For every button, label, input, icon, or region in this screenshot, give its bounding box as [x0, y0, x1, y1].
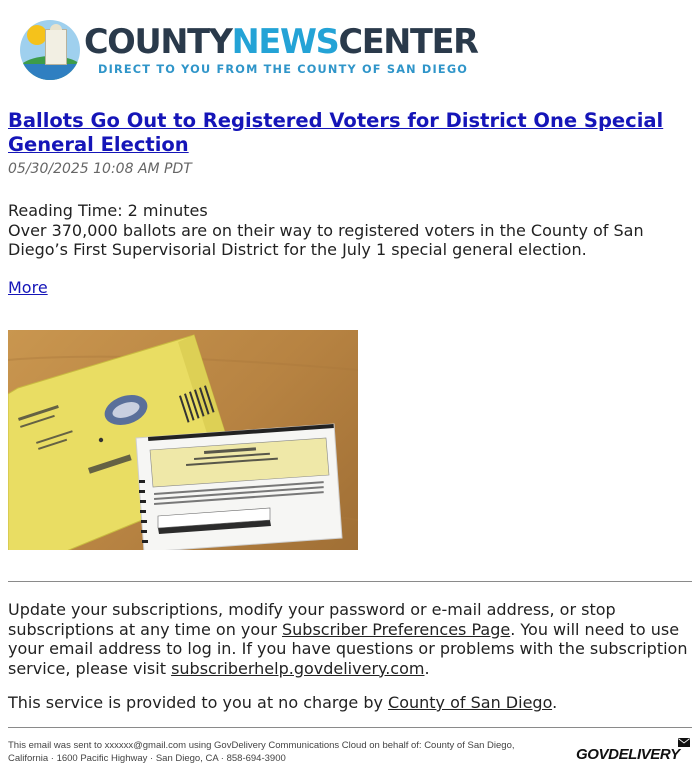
article-headline-link[interactable]: Ballots Go Out to Registered Voters for District One Special General Election	[8, 109, 664, 156]
county-of-san-diego-link[interactable]: County of San Diego	[388, 693, 553, 712]
article-body	[8, 201, 692, 260]
footer-divider-bottom	[8, 727, 692, 728]
article-summary: Over 370,000 ballots are on their way to registered voters in the County of San Diego’s First Supervisorial District for the July 1 special general election.	[8, 220, 644, 259]
envelope-icon	[678, 738, 690, 747]
ballot-image	[136, 424, 342, 550]
article-headline	[8, 109, 668, 156]
county-news-center-logo[interactable]	[20, 20, 480, 82]
article-dateline: 05/30/2025 10:08 AM PDT	[8, 161, 192, 177]
logo-title: COUNTYNEWSCENTER	[84, 22, 478, 61]
ballot-photo[interactable]	[8, 330, 358, 550]
logo-subtitle: DIRECT TO YOU FROM THE COUNTY OF SAN DIEGO	[98, 63, 469, 76]
govdelivery-logo[interactable]: GOVDELIVERY	[576, 738, 692, 768]
county-seal-icon	[20, 20, 80, 80]
subscription-notice: Update your subscriptions, modify your password or e-mail address, or stop subscriptions at any time on your Subscriber Preferences Page. You will need to use your email address to log in. If you have questions or problems with the subscription service, please visit subscriberhelp.govdelivery.com.	[8, 600, 688, 678]
subscriber-preferences-link[interactable]: Subscriber Preferences Page	[282, 619, 511, 639]
reading-time: Reading Time: 2 minutes	[8, 201, 208, 220]
more-link[interactable]: More	[8, 278, 48, 297]
footer-divider-top	[8, 581, 692, 582]
email-sent-notice: This email was sent to xxxxxx@gmail.com using GovDelivery Communications Cloud on behalf of: County of San Diego, California · 1600 Pacific Highway · San Diego, CA · 858-694-3900	[8, 740, 515, 764]
subscriber-help-link[interactable]: subscriberhelp.govdelivery.com	[171, 658, 425, 678]
service-notice: This service is provided to you at no charge by County of San Diego.	[8, 693, 558, 712]
